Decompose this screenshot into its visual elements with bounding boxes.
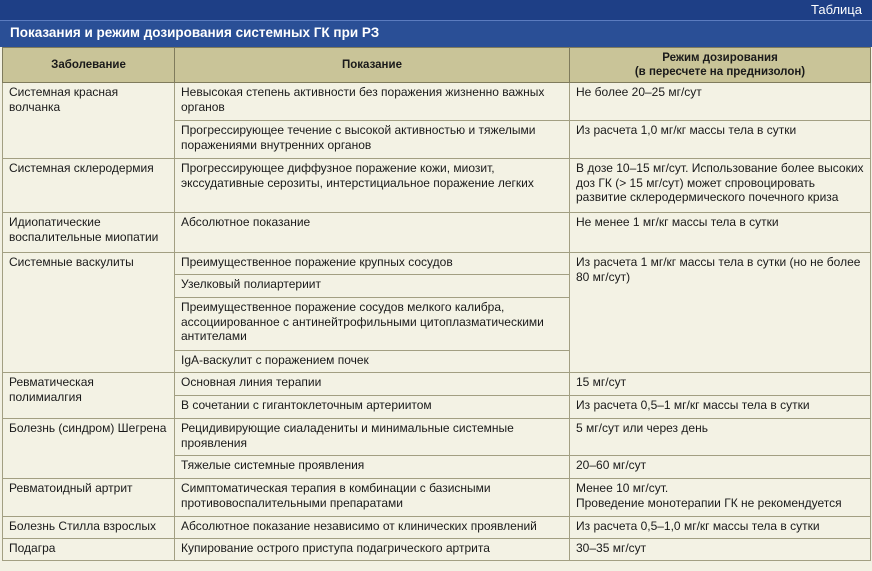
dosing-line: Менее 10 мг/сут.: [576, 481, 669, 495]
disease-cell: Подагра: [3, 539, 175, 561]
dosing-cell: Не более 20–25 мг/сут: [570, 83, 871, 121]
column-header-dosing: [570, 48, 871, 83]
dosing-cell: Из расчета 0,5–1 мг/кг массы тела в сутки: [570, 396, 871, 419]
indication-cell: Купирование острого приступа подагрического артрита: [175, 539, 570, 561]
dosing-cell: 5 мг/сут или через день: [570, 419, 871, 456]
column-header-dosing-line2: (в пересчете на преднизолон): [634, 66, 806, 78]
disease-cell: Системная склеродермия: [3, 159, 175, 213]
dosing-cell: Не менее 1 мг/кг массы тела в сутки: [570, 213, 871, 253]
table-title-band: [0, 20, 872, 47]
indication-cell: Невысокая степень активности без поражения жизненно важных органов: [175, 83, 570, 121]
indication-cell: Преимущественное поражение крупных сосудов: [175, 253, 570, 275]
indication-cell: Тяжелые системные проявления: [175, 456, 570, 479]
table-row: [3, 159, 871, 213]
table-title: Показания и режим дозирования системных ГК при РЗ: [10, 25, 380, 40]
dosing-cell: 30–35 мг/сут: [570, 539, 871, 561]
column-header-dosing-line1: Режим дозирования: [662, 51, 778, 64]
disease-cell: Болезнь Стилла взрослых: [3, 517, 175, 539]
dosing-cell: [570, 479, 871, 517]
dosing-table: [2, 47, 871, 561]
dosing-cell: Из расчета 1,0 мг/кг массы тела в сутки: [570, 121, 871, 159]
table-row: [3, 479, 871, 517]
dosing-cell: Из расчета 0,5–1,0 мг/кг массы тела в сутки: [570, 517, 871, 539]
header-row: [3, 48, 871, 83]
indication-cell: Прогрессирующее диффузное поражение кожи, миозит, экссудативные серозиты, интерстициальное поражение легких: [175, 159, 570, 213]
disease-cell: Идиопатические воспалительные миопатии: [3, 213, 175, 253]
table-row: [3, 253, 871, 275]
indication-cell: Рецидивирующие сиаладениты и минимальные системные проявления: [175, 419, 570, 456]
column-header-disease: Заболевание: [3, 48, 175, 83]
indication-cell: Абсолютное показание независимо от клинических проявлений: [175, 517, 570, 539]
indication-cell: Основная линия терапии: [175, 373, 570, 396]
dosing-cell: Из расчета 1 мг/кг массы тела в сутки (но не более 80 мг/сут): [570, 253, 871, 373]
table-row: [3, 213, 871, 253]
indication-cell: В сочетании с гигантоклеточным артериитом: [175, 396, 570, 419]
table-row: [3, 539, 871, 561]
disease-cell: Болезнь (синдром) Шегрена: [3, 419, 175, 479]
indication-cell: Преимущественное поражение сосудов мелкого калибра, ассоциированное с антинейтрофильными цитоплазматическими антителами: [175, 298, 570, 351]
indication-cell: Прогрессирующее течение с высокой активностью и тяжелыми поражениями внутренних органов: [175, 121, 570, 159]
disease-cell: Ревматоидный артрит: [3, 479, 175, 517]
table-label: Таблица: [811, 2, 862, 17]
indication-cell: IgA-васкулит с поражением почек: [175, 351, 570, 373]
table-row: [3, 83, 871, 121]
dosing-cell: В дозе 10–15 мг/сут. Использование более высоких доз ГК (> 15 мг/сут) может спровоцировать развитие склеродермического почечного криза: [570, 159, 871, 213]
disease-cell: Системные васкулиты: [3, 253, 175, 373]
dosing-line: Проведение монотерапии ГК не рекомендуется: [576, 495, 842, 510]
indication-cell: Абсолютное показание: [175, 213, 570, 253]
table-row: [3, 419, 871, 456]
table-row: [3, 517, 871, 539]
disease-cell: Системная красная волчанка: [3, 83, 175, 159]
indication-cell: Узелковый полиартериит: [175, 275, 570, 298]
table-label-band: [0, 0, 872, 20]
table-row: [3, 373, 871, 396]
column-header-indication: Показание: [175, 48, 570, 83]
dosing-cell: 20–60 мг/сут: [570, 456, 871, 479]
dosing-cell: 15 мг/сут: [570, 373, 871, 396]
indication-cell: Симптоматическая терапия в комбинации с базисными противовоспалительными препаратами: [175, 479, 570, 517]
disease-cell: Ревматическая полимиалгия: [3, 373, 175, 419]
